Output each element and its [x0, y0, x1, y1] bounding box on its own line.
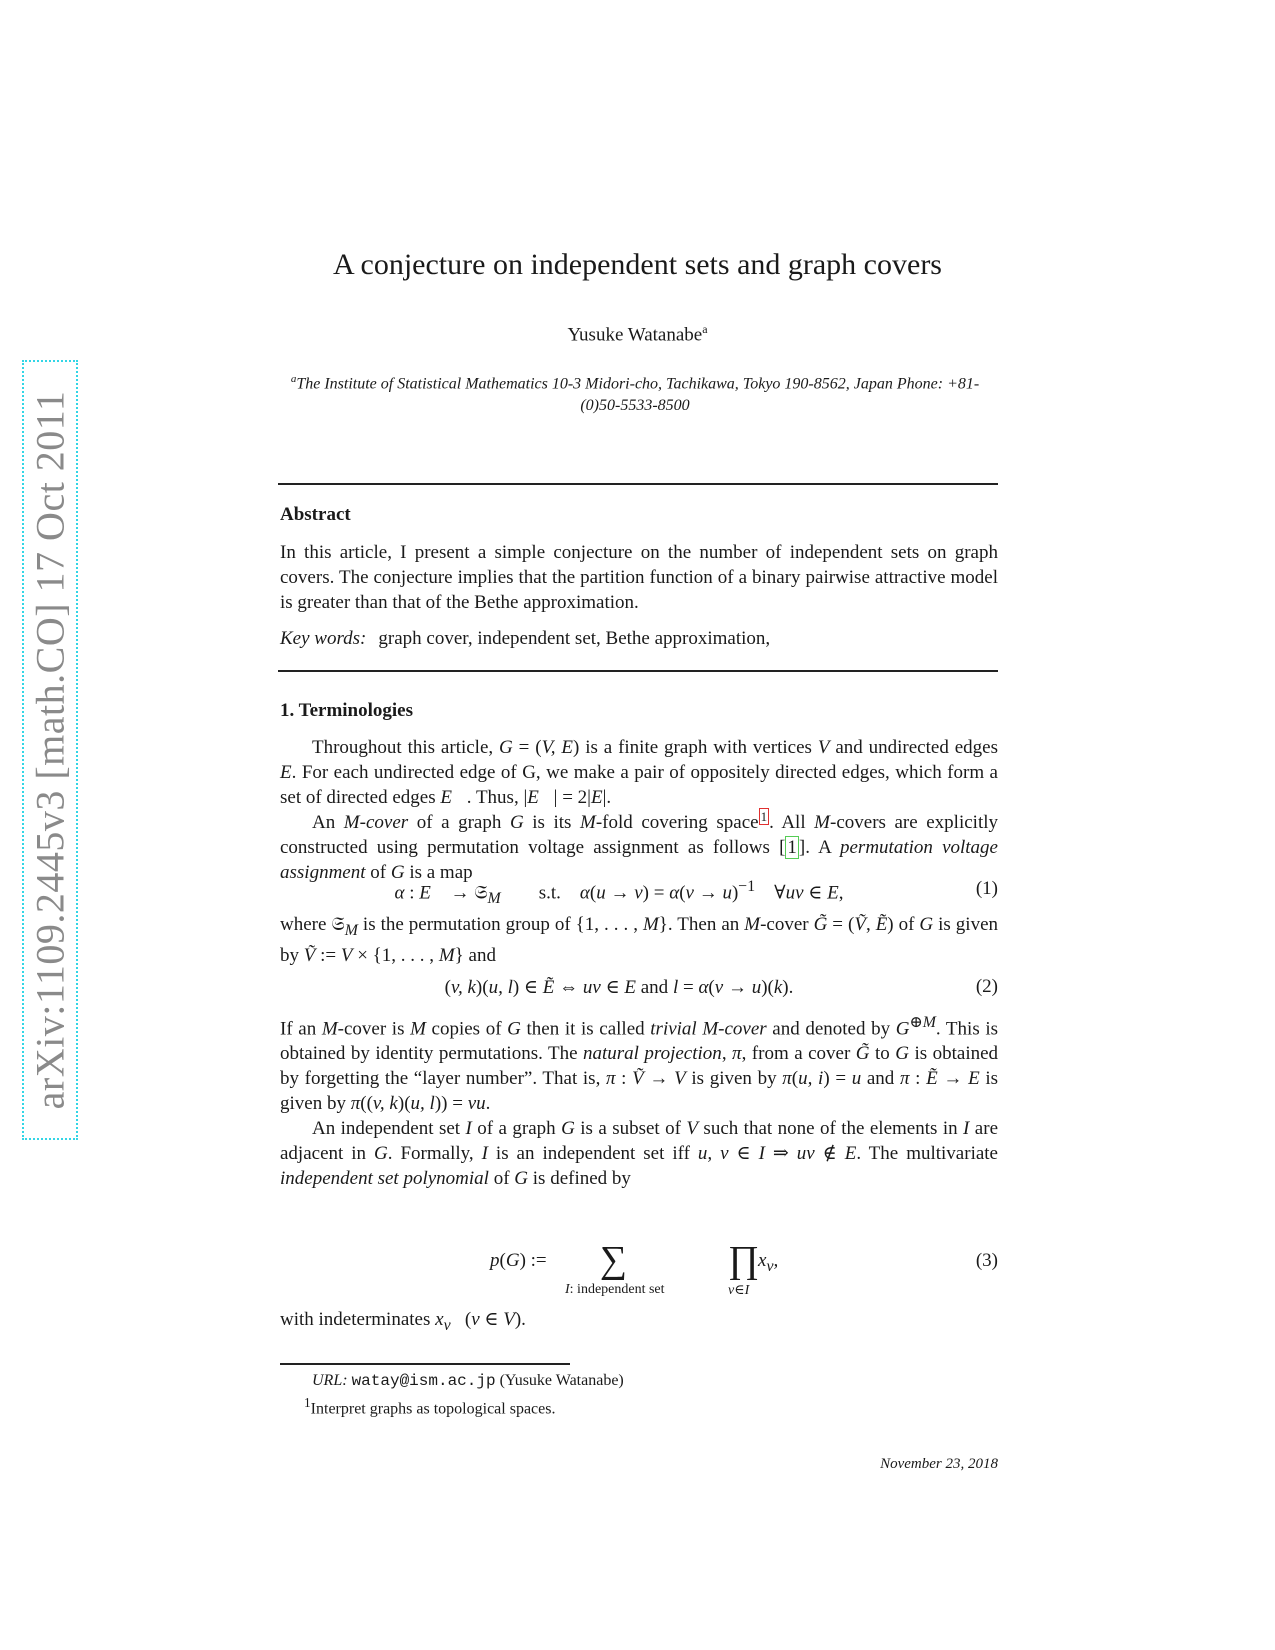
- footnotes: [280, 1370, 624, 1419]
- author-line: [0, 322, 1275, 346]
- keywords-label: Key words:: [280, 628, 367, 649]
- footnote-1: [280, 1392, 624, 1419]
- date: November 23, 2018: [880, 1456, 998, 1472]
- abstract-bottom-rule: [278, 670, 998, 672]
- paragraph-terminology: Throughout this article, G = (V, E) is a finite graph with vertices V and undirected edges E. For each undirected edge of G, we make a pair of oppositely directed edges, which form a set of directed edges E⃗. Thus, |E⃗| = 2|E|. An M-cover of a graph G is its M-fold covering space $^1$ . All M-covers are explicitly constructed using permutation voltage assignment as follows [ 1 ]. A permutation voltage assignment of G is a map: [280, 737, 998, 883]
- arxiv-stamp[interactable]: [22, 360, 78, 1140]
- citation-link-1[interactable]: 1: [787, 837, 797, 858]
- paragraph-indeterminates: with indeterminates $x_v$ (v ∈ V).: [280, 1309, 526, 1334]
- footnote-mark-1: 1: [304, 1395, 311, 1410]
- equation-number-3: (3): [975, 1250, 998, 1271]
- email-owner: (Yusuke Watanabe): [499, 1372, 624, 1389]
- keywords-line: [280, 628, 770, 650]
- footnote-text-1: Interpret graphs as topological spaces.: [310, 1400, 556, 1418]
- footnote-rule: [280, 1363, 570, 1365]
- email-link[interactable]: watay@ism.ac.jp: [351, 1372, 496, 1390]
- affiliation: [290, 368, 980, 417]
- footnote-url: [280, 1370, 624, 1392]
- affiliation-superscript: a: [290, 373, 297, 385]
- author-name: Yusuke Watanabe: [567, 324, 703, 346]
- keywords-text: graph cover, independent set, Bethe approximation,: [378, 628, 771, 649]
- abstract-text: In this article, I present a simple conjecture on the number of independent sets on graph covers. The conjecture implies that the partition function of a binary pairwise attractive model is greater than that of the Bethe approximation.: [280, 542, 998, 613]
- paragraph-mcover: where 𝔖$_M$ is the permutation group of {1, . . . , M}. Then an M-cover G̃ = (Ṽ, Ẽ) of G is given by Ṽ := V × {1, . . . , M} and: [280, 914, 999, 966]
- equation-number-2: (2): [975, 976, 998, 997]
- paper-title: A conjecture on independent sets and graph covers: [333, 248, 942, 281]
- paper-page: arXiv:1109.2445v3 [math.CO] 17 Oct 2011 A conjecture on independent sets and graph covers Yusuke Watanabe$^a$ $^a$The Institute of Statistical Mathematics 10-3 Midori-cho, Tachikawa, Tokyo 190-8562, Japan Phone: +81-(0)50-5533-8500 Abstract In this article, I present a simple conjecture on the number of independent sets on graph covers. The conjecture implies that the partition function of a binary pairwise attractive model is greater than that of the Bethe approximation. Key words: graph cover, independent set, Bethe approximation, 1. Terminologies Throughout this article, G = (V, E) is a finite graph with vertices V and undirected edges E. For each undirected edge of G, we make a pair of oppositely directed edges, which form a set of directed edges E⃗. Thus, |E⃗| = 2|E|. An M-cover of a graph G is its M-fold covering space $^1$ . All M-covers are explicitly constructed using permutation voltage assignment as follows [ 1 ]. A permutation voltage assignment of G is a map α : E⃗ → 𝔖$_M$ s.t. $\alpha(u \to v) = \alpha(v \to u)^{-1}$ ∀uv ∈ E, (1) where 𝔖$_M$ is the permutation group of {1, . . . , M}. Then an M-cover G̃ = (Ṽ, Ẽ) of G is given by Ṽ := V × {1, . . . , M} and (v, k)(u, l) ∈ Ẽ ⇔ uv ∈ E and l = α(v → u)(k). (2) If an M-cover is M copies of G then it is called trivial M-cover and denoted by $G^{\oplus M}$. This is obtained by identity permutations. The natural projection, π, from a cover G̃ to G is obtained by forgetting the “layer number”. That is, π : Ṽ → V is given by π(u, i) = u and π : Ẽ → E is given by π((v, k)(u, l)) = vu. An independent set I of a graph G is a subset of V such that none of the elements in I are adjacent in G. Formally, I is an independent set iff u, v ∈ I ⇒ uv ∉ E. The multivariate independent set polynomial of G is defined by p(G) := ∑ I: independent set ∏ v∈I $x_v$, (3) with indeterminates $x_v$ (v ∈ V). URL: watay@ism.ac.jp (Yusuke Watanabe) $^1$Interpret graphs as topological spaces. November 23, 2018: [0, 0, 1275, 1650]
- author-superscript: a: [702, 322, 708, 336]
- paragraph-projection: If an M-cover is M copies of G then it is called trivial M-cover and denoted by $G^{\oplus M}$. This is obtained by identity permutations. The natural projection, π, from a cover G̃ to G is obtained by forgetting the “layer number”. That is, π : Ṽ → V is given by π(u, i) = u and π : Ẽ → E is given by π((v, k)(u, l)) = vu. An independent set I of a graph G is a subset of V such that none of the elements in I are adjacent in G. Formally, I is an independent set iff u, v ∈ I ⇒ uv ∉ E. The multivariate independent set polynomial of G is defined by: [280, 1014, 999, 1190]
- equation-number-1: (1): [975, 878, 998, 899]
- affiliation-text: The Institute of Statistical Mathematics 10-3 Midori-cho, Tachikawa, Tokyo 190-8562, Japan Phone: +81-(0)50-5533-8500: [296, 375, 980, 415]
- footnote-link-1[interactable]: 1: [760, 808, 768, 824]
- abstract-heading: Abstract: [280, 504, 351, 525]
- abstract-top-rule: [278, 483, 998, 485]
- section-heading: 1. Terminologies: [280, 700, 414, 721]
- arxiv-id-text: arXiv:1109.2445v3 [math.CO] 17 Oct 2011: [27, 390, 73, 1110]
- url-label: URL:: [312, 1372, 348, 1389]
- equation-3: p(G) := ∑ I: independent set ∏ v∈I $x_v$, (3): [490, 1239, 998, 1298]
